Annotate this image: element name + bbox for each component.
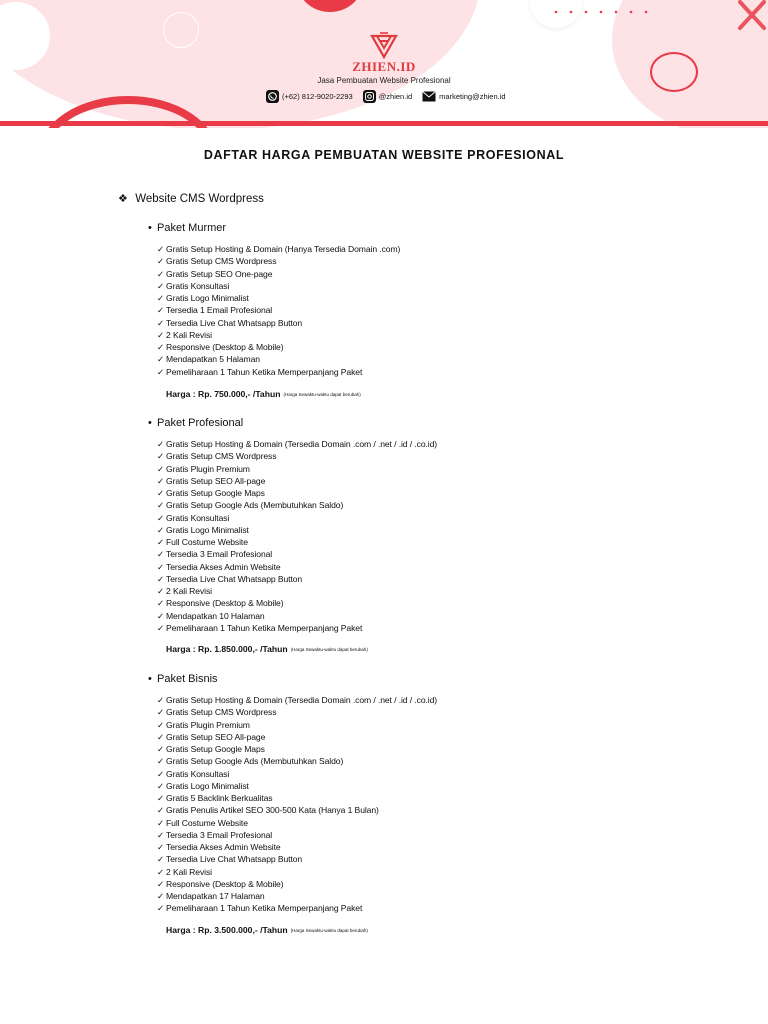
contact-bar — [266, 90, 510, 103]
list-item: ✓ Gratis Setup SEO All-page — [157, 731, 266, 742]
list-item: ✓ Gratis Penulis Artikel SEO 300-500 Kata (Hanya 1 Bulan) — [157, 805, 379, 816]
check-icon: ✓ — [157, 719, 165, 730]
list-item: ✓ 2 Kali Revisi — [157, 866, 212, 877]
contact-instagram-text: @zhien.id — [378, 92, 413, 101]
list-item: ✓ Tersedia Live Chat Whatsapp Button — [157, 854, 303, 865]
list-item: ✓ Tersedia Live Chat Whatsapp Button — [157, 317, 303, 328]
check-icon: ✓ — [157, 451, 165, 462]
contact-email — [422, 91, 505, 102]
check-icon: ✓ — [157, 744, 165, 754]
header-divider — [0, 121, 768, 126]
check-icon: ✓ — [157, 524, 165, 535]
check-icon: ✓ — [157, 354, 165, 365]
check-icon: ✓ — [157, 780, 165, 791]
check-icon: ✓ — [157, 488, 165, 498]
contact-email-text: marketing@zhien.id — [439, 92, 506, 101]
list-item: ✓ Tersedia 1 Email Profesional — [157, 305, 273, 316]
list-item: ✓ Gratis Setup CMS Wordpress — [157, 707, 277, 718]
document-title: DAFTAR HARGA PEMBUATAN WEBSITE PROFESIONAL — [203, 148, 565, 162]
list-item: ✓ Gratis Konsultasi — [157, 768, 230, 779]
list-item: ✓ Pemeliharaan 1 Tahun Ketika Memperpanjang Paket — [157, 366, 363, 377]
check-icon: ✓ — [157, 586, 165, 596]
list-item: ✓ Responsive (Desktop & Mobile) — [157, 342, 284, 352]
decor-dots — [553, 9, 653, 15]
feature-list — [157, 243, 400, 378]
package-name: Paket Profesional — [157, 417, 244, 429]
package-heading — [148, 222, 226, 234]
whatsapp-icon — [266, 90, 279, 103]
package-name: Paket Bisnis — [157, 673, 218, 685]
bullet-icon: • — [148, 673, 152, 685]
list-item: ✓ Tersedia Live Chat Whatsapp Button — [157, 573, 303, 584]
check-icon: ✓ — [157, 817, 165, 828]
list-item: ✓ Tersedia 3 Email Profesional — [157, 549, 273, 560]
section-heading — [118, 192, 264, 205]
list-item: ✓ Gratis Setup Google Ads (Membutuhkan Saldo) — [157, 756, 344, 767]
check-icon: ✓ — [157, 695, 165, 705]
list-item: ✓ Gratis Logo Minimalist — [157, 780, 249, 791]
package-heading — [148, 673, 218, 685]
list-item: ✓ Gratis Logo Minimalist — [157, 293, 249, 303]
brand-logo-icon — [369, 30, 399, 60]
check-icon: ✓ — [157, 793, 165, 803]
price-note: (Harga Sewaktu-waktu dapat berubah) — [290, 647, 368, 653]
price-note: (Harga Sewaktu-waktu dapat berubah) — [290, 928, 368, 934]
check-icon: ✓ — [157, 280, 165, 291]
list-item: ✓ Full Costume Website — [157, 537, 248, 547]
list-item: ✓ Pemeliharaan 1 Tahun Ketika Memperpanjang Paket — [157, 622, 363, 633]
check-icon: ✓ — [157, 891, 165, 901]
check-icon: ✓ — [157, 317, 165, 328]
check-icon: ✓ — [157, 842, 165, 852]
check-icon: ✓ — [157, 598, 165, 609]
check-icon: ✓ — [157, 244, 165, 254]
check-icon: ✓ — [157, 866, 165, 877]
bullet-icon: • — [148, 417, 152, 429]
package-price — [166, 389, 361, 399]
check-icon: ✓ — [157, 463, 165, 474]
mail-icon — [422, 91, 436, 102]
check-icon: ✓ — [157, 854, 165, 865]
check-icon: ✓ — [157, 573, 165, 584]
list-item: ✓ Gratis Setup Hosting & Domain (Tersedia Domain .com / .net / .id / .co.id) — [157, 695, 438, 705]
check-icon: ✓ — [157, 610, 165, 621]
price-text: Harga : Rp. 1.850.000,- /Tahun — [166, 644, 288, 654]
section-label: Website CMS Wordpress — [135, 193, 264, 205]
list-item: ✓ Responsive (Desktop & Mobile) — [157, 878, 284, 889]
check-icon: ✓ — [157, 439, 165, 449]
contact-instagram — [363, 90, 412, 103]
list-item: ✓ Gratis Setup Google Maps — [157, 744, 265, 754]
check-icon: ✓ — [157, 500, 165, 511]
package-heading — [148, 417, 243, 429]
check-icon: ✓ — [157, 707, 165, 718]
list-item: ✓ Gratis Setup Google Ads (Membutuhkan Saldo) — [157, 500, 344, 511]
list-item: ✓ Gratis Plugin Premium — [157, 719, 250, 730]
check-icon: ✓ — [157, 537, 165, 547]
check-icon: ✓ — [157, 805, 165, 816]
list-item: ✓ Tersedia Akses Admin Website — [157, 842, 281, 852]
brand-block — [0, 30, 768, 85]
list-item: ✓ Gratis Logo Minimalist — [157, 524, 249, 535]
check-icon: ✓ — [157, 829, 165, 840]
list-item: ✓ Full Costume Website — [157, 817, 248, 828]
contact-phone — [266, 90, 353, 103]
check-icon: ✓ — [157, 549, 165, 560]
feature-list — [157, 694, 437, 915]
check-icon: ✓ — [157, 622, 165, 633]
list-item: ✓ Gratis Konsultasi — [157, 280, 230, 291]
list-item: ✓ Mendapatkan 17 Halaman — [157, 891, 265, 901]
check-icon: ✓ — [157, 561, 165, 572]
list-item: ✓ Gratis Plugin Premium — [157, 463, 250, 474]
package-price — [166, 644, 368, 654]
check-icon: ✓ — [157, 366, 165, 377]
contact-phone-text: (+62) 812-9020-2293 — [282, 92, 353, 101]
check-icon: ✓ — [157, 512, 165, 523]
list-item: ✓ Responsive (Desktop & Mobile) — [157, 598, 284, 609]
check-icon: ✓ — [157, 329, 165, 340]
check-icon: ✓ — [157, 768, 165, 779]
check-icon: ✓ — [157, 305, 165, 316]
list-item: ✓ Gratis 5 Backlink Berkualitas — [157, 793, 273, 803]
price-text: Harga : Rp. 750.000,- /Tahun — [166, 389, 281, 399]
list-item: ✓ Tersedia 3 Email Profesional — [157, 829, 273, 840]
brand-tagline: Jasa Pembuatan Website Profesional — [317, 76, 451, 85]
check-icon: ✓ — [157, 731, 165, 742]
diamond-bullet-icon: ❖ — [118, 193, 128, 205]
list-item: ✓ Mendapatkan 5 Halaman — [157, 354, 260, 365]
list-item: ✓ Gratis Setup CMS Wordpress — [157, 451, 277, 462]
package-name: Paket Murmer — [157, 222, 227, 234]
check-icon: ✓ — [157, 293, 165, 303]
instagram-icon — [363, 90, 376, 103]
check-icon: ✓ — [157, 256, 165, 267]
price-note: (Harga Sewaktu-waktu dapat berubah) — [283, 392, 361, 398]
list-item: ✓ 2 Kali Revisi — [157, 329, 212, 340]
list-item: ✓ Gratis Setup CMS Wordpress — [157, 256, 277, 267]
list-item: ✓ Gratis Setup Hosting & Domain (Tersedia Domain .com / .net / .id / .co.id) — [157, 439, 438, 449]
package-price — [166, 925, 368, 935]
check-icon: ✓ — [157, 475, 165, 486]
price-text: Harga : Rp. 3.500.000,- /Tahun — [166, 925, 288, 935]
check-icon: ✓ — [157, 756, 165, 767]
list-item: ✓ Gratis Setup SEO All-page — [157, 475, 266, 486]
feature-list — [157, 438, 437, 634]
letterhead — [0, 0, 768, 128]
list-item: ✓ Pemeliharaan 1 Tahun Ketika Memperpanjang Paket — [157, 903, 363, 914]
check-icon: ✓ — [157, 878, 165, 889]
check-icon: ✓ — [157, 342, 165, 352]
list-item: ✓ Gratis Setup SEO One-page — [157, 268, 273, 279]
list-item: ✓ Mendapatkan 10 Halaman — [157, 610, 265, 621]
list-item: ✓ 2 Kali Revisi — [157, 586, 212, 596]
check-icon: ✓ — [157, 268, 165, 279]
check-icon: ✓ — [157, 903, 165, 914]
brand-name: ZHIEN.ID — [352, 59, 416, 74]
list-item: ✓ Gratis Setup Hosting & Domain (Hanya Tersedia Domain .com) — [157, 244, 401, 254]
list-item: ✓ Gratis Setup Google Maps — [157, 488, 265, 498]
list-item: ✓ Gratis Konsultasi — [157, 512, 230, 523]
list-item: ✓ Tersedia Akses Admin Website — [157, 561, 281, 572]
bullet-icon: • — [148, 222, 152, 234]
decor-cross — [734, 0, 768, 34]
